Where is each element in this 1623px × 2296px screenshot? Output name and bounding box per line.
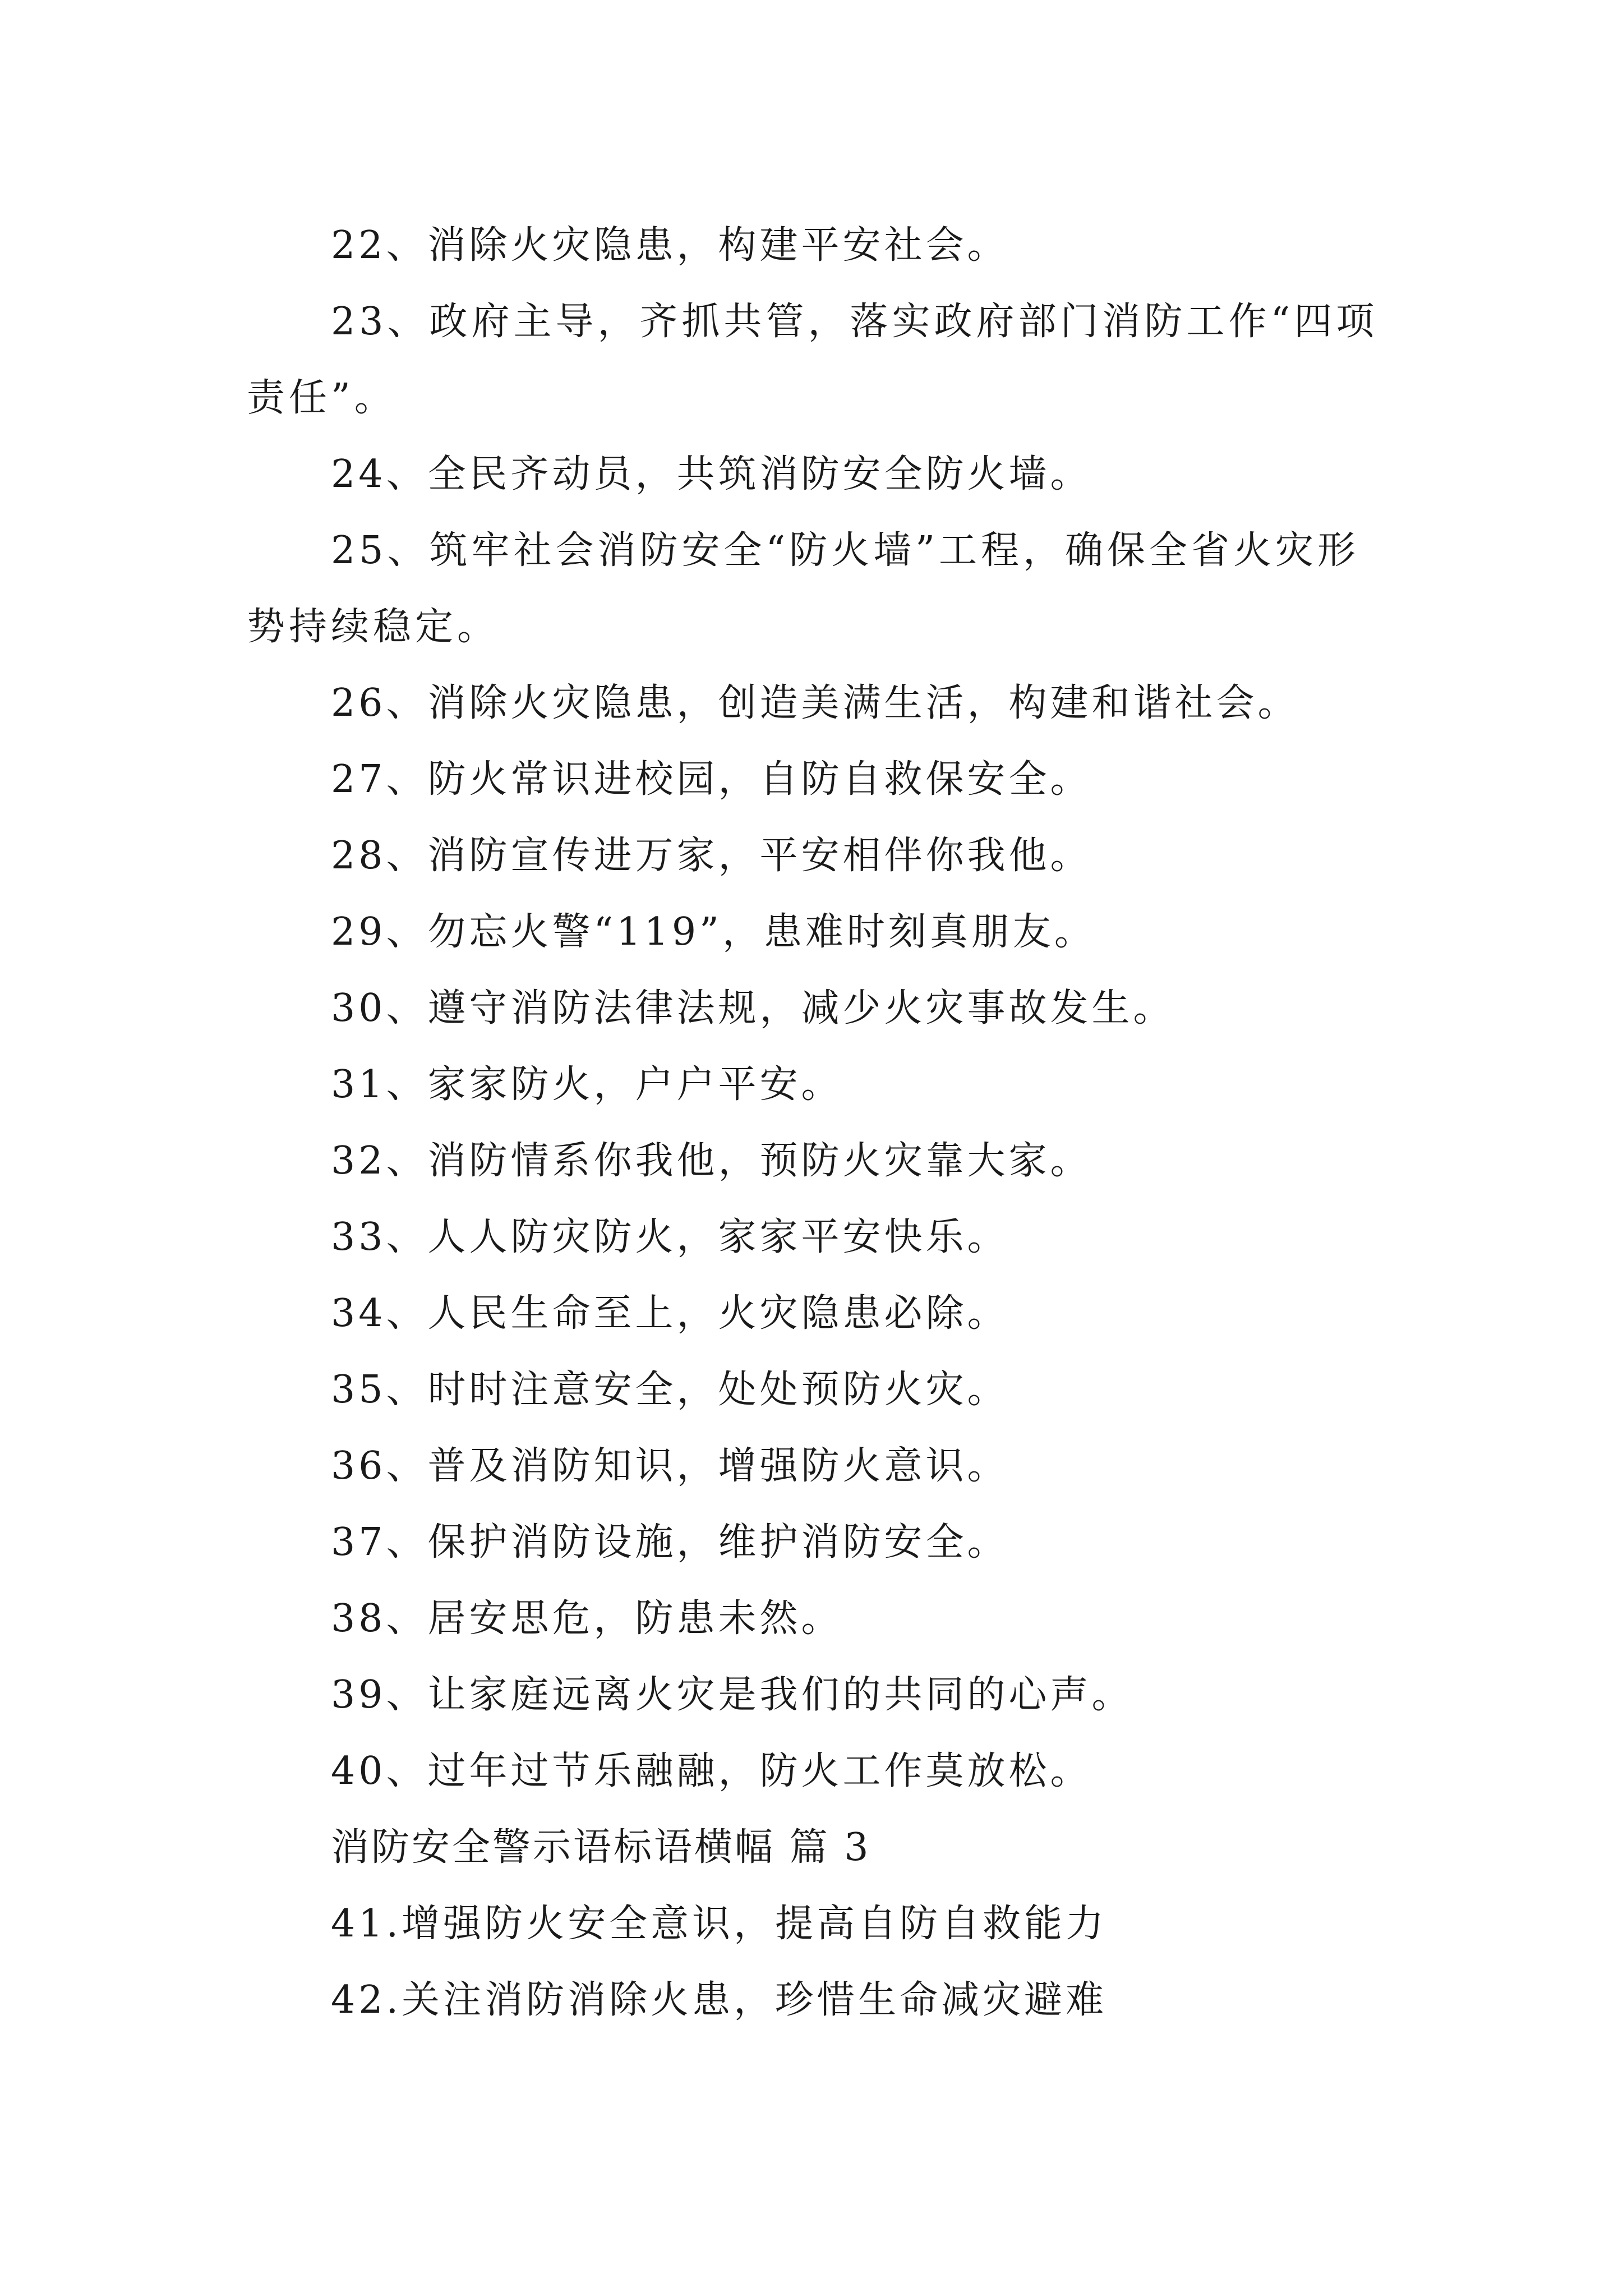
slogan-36: 36、普及消防知识，增强防火意识。 [331,1444,1009,1488]
slogan-32: 32、消防情系你我他，预防火灾靠大家。 [331,1139,1092,1183]
slogan-39: 39、让家庭远离火灾是我们的共同的心声。 [331,1673,1133,1717]
slogan-30: 30、遵守消防法律法规，减少火灾事故发生。 [331,986,1175,1030]
slogan-35: 35、时时注意安全，处处预防火灾。 [331,1368,1009,1412]
slogan-24: 24、全民齐动员，共筑消防安全防火墙。 [331,452,1092,496]
slogan-40: 40、过年过节乐融融，防火工作莫放松。 [331,1749,1092,1793]
slogan-28: 28、消防宣传进万家，平安相伴你我他。 [331,834,1092,878]
slogan-38: 38、居安思危，防患未然。 [331,1596,843,1641]
slogan-27: 27、防火常识进校园，自防自救保安全。 [331,757,1092,802]
slogan-41: 41.增强防火安全意识，提高自防自救能力 [331,1902,1108,1946]
slogan-22: 22、消除火灾隐患，构建平安社会。 [331,223,1009,268]
slogan-26: 26、消除火灾隐患，创造美满生活，构建和谐社会。 [331,681,1299,725]
slogan-42: 42.关注消防消除火患，珍惜生命减灾避难 [331,1978,1108,2022]
section-heading: 消防安全警示语标语横幅 篇 3 [331,1825,871,1870]
slogan-29: 29、勿忘火警“119”，患难时刻真朋友。 [331,910,1096,954]
slogan-37: 37、保护消防设施，维护消防安全。 [331,1520,1009,1565]
slogan-34: 34、人民生命至上，火灾隐患必除。 [331,1291,1009,1336]
slogan-25: 25、筑牢社会消防安全“防火墙”工程，确保全省火灾形势持续稳定。 [247,528,1360,649]
document-body [247,208,1385,2039]
slogan-23: 23、政府主导，齐抓共管，落实政府部门消防工作“四项责任”。 [247,300,1378,420]
slogan-31: 31、家家防火，户户平安。 [331,1062,843,1107]
slogan-33: 33、人人防灾防火，家家平安快乐。 [331,1215,1009,1259]
